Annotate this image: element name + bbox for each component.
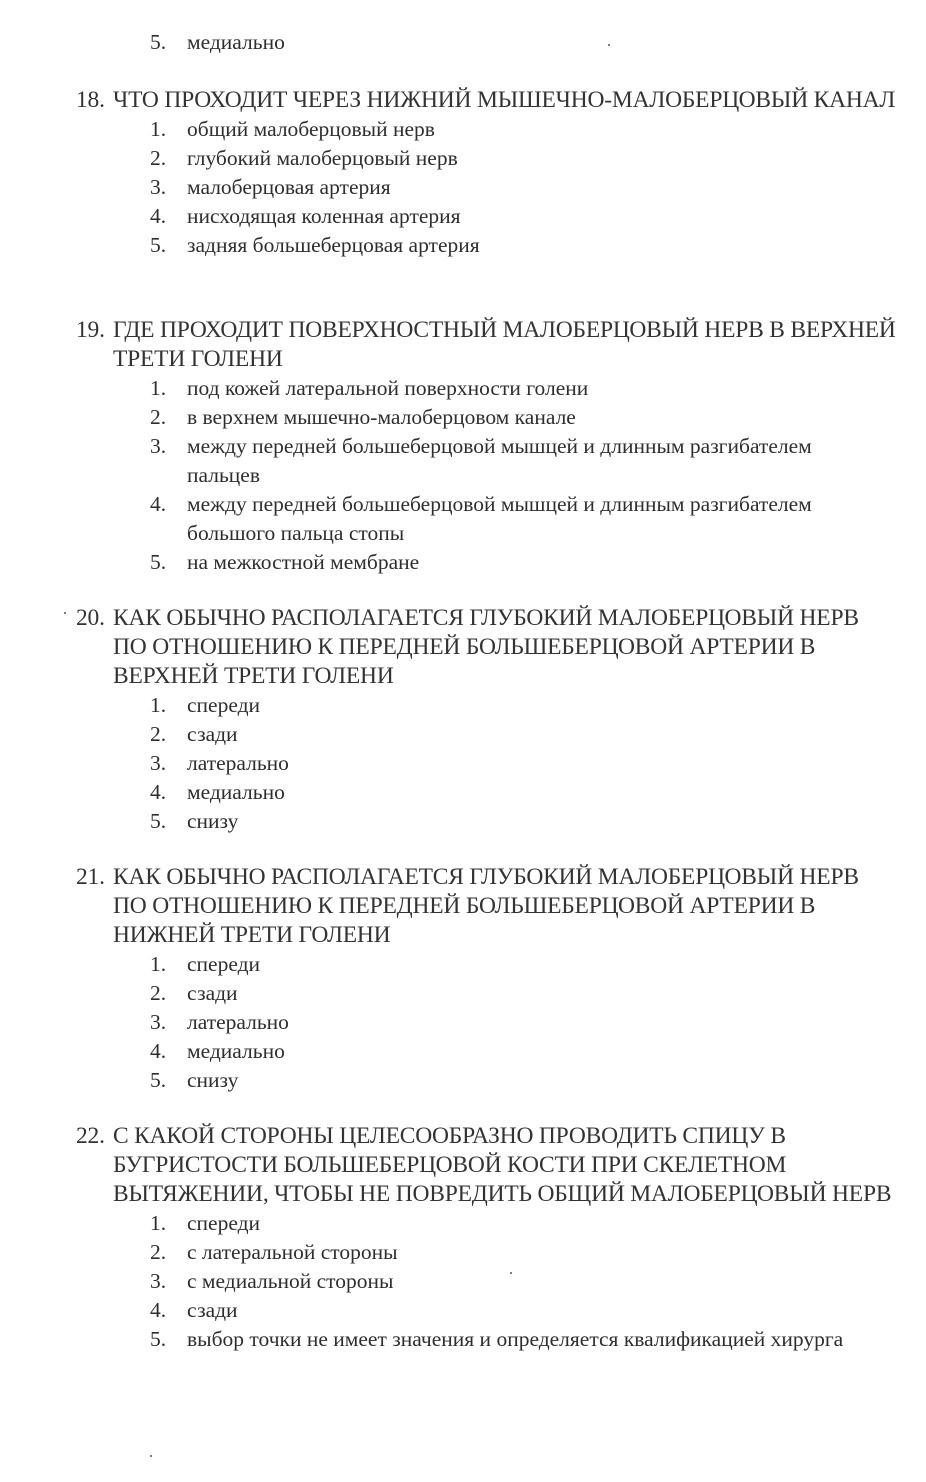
- question-heading: [0, 863, 926, 950]
- option-text: латерально: [187, 1010, 289, 1034]
- question-number: 19.: [76, 317, 105, 343]
- option-text: нисходящая коленная артерия: [187, 204, 461, 228]
- option-item: [0, 1066, 926, 1095]
- question-number: 22.: [76, 1123, 105, 1149]
- option-item: [0, 1296, 926, 1325]
- option-number: 2.: [150, 981, 167, 1005]
- option-text: задняя большеберцовая артерия: [187, 233, 480, 257]
- option-item: [0, 173, 926, 202]
- option-item: [0, 1267, 926, 1296]
- option-number: 1.: [150, 376, 167, 400]
- option-text: малоберцовая артерия: [187, 175, 391, 199]
- scan-speck: [608, 44, 610, 46]
- option-text: спереди: [187, 952, 261, 976]
- question-19: [0, 316, 926, 577]
- option-text: медиально: [187, 780, 285, 804]
- option-text: спереди: [187, 693, 261, 717]
- option-number: 2.: [150, 146, 167, 170]
- option-text: снизу: [187, 809, 239, 833]
- option-number: 3.: [150, 175, 167, 199]
- option-list: [0, 374, 926, 577]
- option-item: [0, 807, 926, 836]
- option-item: [0, 1037, 926, 1066]
- question-heading: [0, 316, 926, 374]
- question-heading: [0, 604, 926, 691]
- option-text: глубокий малоберцовый нерв: [187, 146, 458, 170]
- option-item: [0, 374, 926, 403]
- option-number: 3.: [150, 434, 167, 458]
- option-number: 5.: [150, 1068, 167, 1092]
- question-number: 18.: [76, 87, 105, 113]
- option-item: [0, 749, 926, 778]
- option-item: [0, 115, 926, 144]
- option-text: в верхнем мышечно-малоберцовом канале: [187, 405, 576, 429]
- option-text: между передней большеберцовой мышцей и длинным разгибателем большого пальца стопы: [187, 492, 812, 545]
- option-item: [0, 1209, 926, 1238]
- option-number: 5.: [150, 30, 167, 54]
- option-item: [0, 231, 926, 260]
- option-text: латерально: [187, 751, 289, 775]
- option-number: 5.: [150, 809, 167, 833]
- option-item: [0, 144, 926, 173]
- question-text: ГДЕ ПРОХОДИТ ПОВЕРХНОСТНЫЙ МАЛОБЕРЦОВЫЙ НЕРВ В ВЕРХНЕЙ ТРЕТИ ГОЛЕНИ: [113, 317, 896, 372]
- continued-option-list: [0, 28, 926, 57]
- option-list: [0, 1209, 926, 1354]
- option-text: сзади: [187, 981, 238, 1005]
- option-item: [0, 1325, 926, 1354]
- option-item: [0, 1238, 926, 1267]
- question-text: С КАКОЙ СТОРОНЫ ЦЕЛЕСООБРАЗНО ПРОВОДИТЬ СПИЦУ В БУГРИСТОСТИ БОЛЬШЕБЕРЦОВОЙ КОСТИ ПРИ СКЕЛЕТНОМ ВЫТЯЖЕНИИ, ЧТОБЫ НЕ ПОВРЕДИТЬ ОБЩИЙ МАЛОБЕРЦОВЫЙ НЕРВ: [113, 1123, 892, 1207]
- option-number: 4.: [150, 1039, 167, 1063]
- option-number: 3.: [150, 1010, 167, 1034]
- option-item: [0, 548, 926, 577]
- option-number: 3.: [150, 1269, 167, 1293]
- option-text: с латеральной стороны: [187, 1240, 398, 1264]
- question-22: [0, 1122, 926, 1354]
- option-item: [0, 432, 926, 490]
- option-text: медиально: [187, 1039, 285, 1063]
- option-item: [0, 778, 926, 807]
- option-item: [0, 950, 926, 979]
- option-item: [0, 1008, 926, 1037]
- option-list: [0, 691, 926, 836]
- option-number: 5.: [150, 1327, 167, 1351]
- question-number: 21.: [76, 864, 105, 890]
- option-number: 1.: [150, 1211, 167, 1235]
- option-item: [0, 403, 926, 432]
- option-number: 1.: [150, 952, 167, 976]
- question-text: ЧТО ПРОХОДИТ ЧЕРЕЗ НИЖНИЙ МЫШЕЧНО-МАЛОБЕРЦОВЫЙ КАНАЛ: [113, 87, 896, 113]
- option-item: [0, 691, 926, 720]
- option-number: 5.: [150, 233, 167, 257]
- question-21: [0, 863, 926, 1095]
- option-text: с медиальной стороны: [187, 1269, 394, 1293]
- question-text: КАК ОБЫЧНО РАСПОЛАГАЕТСЯ ГЛУБОКИЙ МАЛОБЕРЦОВЫЙ НЕРВ ПО ОТНОШЕНИЮ К ПЕРЕДНЕЙ БОЛЬШЕБЕРЦОВОЙ АРТЕРИИ В ВЕРХНЕЙ ТРЕТИ ГОЛЕНИ: [113, 605, 859, 689]
- option-text: выбор точки не имеет значения и определяется квалификацией хирурга: [187, 1327, 844, 1351]
- option-list: [0, 115, 926, 260]
- option-item: [0, 202, 926, 231]
- option-item: [0, 979, 926, 1008]
- option-number: 4.: [150, 204, 167, 228]
- option-item: [0, 490, 926, 548]
- option-item: [0, 720, 926, 749]
- option-text: общий малоберцовый нерв: [187, 117, 435, 141]
- question-number: 20.: [76, 605, 105, 631]
- option-number: 2.: [150, 405, 167, 429]
- option-text: на межкостной мембране: [187, 550, 420, 574]
- option-number: 2.: [150, 1240, 167, 1264]
- option-text: между передней большеберцовой мышцей и длинным разгибателем пальцев: [187, 434, 812, 487]
- option-text: снизу: [187, 1068, 239, 1092]
- option-text: медиально: [187, 30, 285, 54]
- question-heading: [0, 1122, 926, 1209]
- scan-speck: [510, 1272, 512, 1274]
- question-20: [0, 604, 926, 836]
- question-18: [0, 86, 926, 260]
- option-number: 4.: [150, 492, 167, 516]
- option-list: [0, 950, 926, 1095]
- option-text: спереди: [187, 1211, 261, 1235]
- option-number: 2.: [150, 722, 167, 746]
- option-number: 4.: [150, 780, 167, 804]
- option-number: 5.: [150, 550, 167, 574]
- option-text: сзади: [187, 1298, 238, 1322]
- option-number: 4.: [150, 1298, 167, 1322]
- option-text: сзади: [187, 722, 238, 746]
- option-number: 1.: [150, 693, 167, 717]
- question-heading: [0, 86, 926, 115]
- option-number: 3.: [150, 751, 167, 775]
- question-text: КАК ОБЫЧНО РАСПОЛАГАЕТСЯ ГЛУБОКИЙ МАЛОБЕРЦОВЫЙ НЕРВ ПО ОТНОШЕНИЮ К ПЕРЕДНЕЙ БОЛЬШЕБЕРЦОВОЙ АРТЕРИИ В НИЖНЕЙ ТРЕТИ ГОЛЕНИ: [113, 864, 859, 948]
- option-item: [0, 28, 926, 57]
- scan-speck: [150, 1455, 152, 1457]
- option-text: под кожей латеральной поверхности голени: [187, 376, 589, 400]
- scan-speck: [64, 612, 66, 614]
- option-number: 1.: [150, 117, 167, 141]
